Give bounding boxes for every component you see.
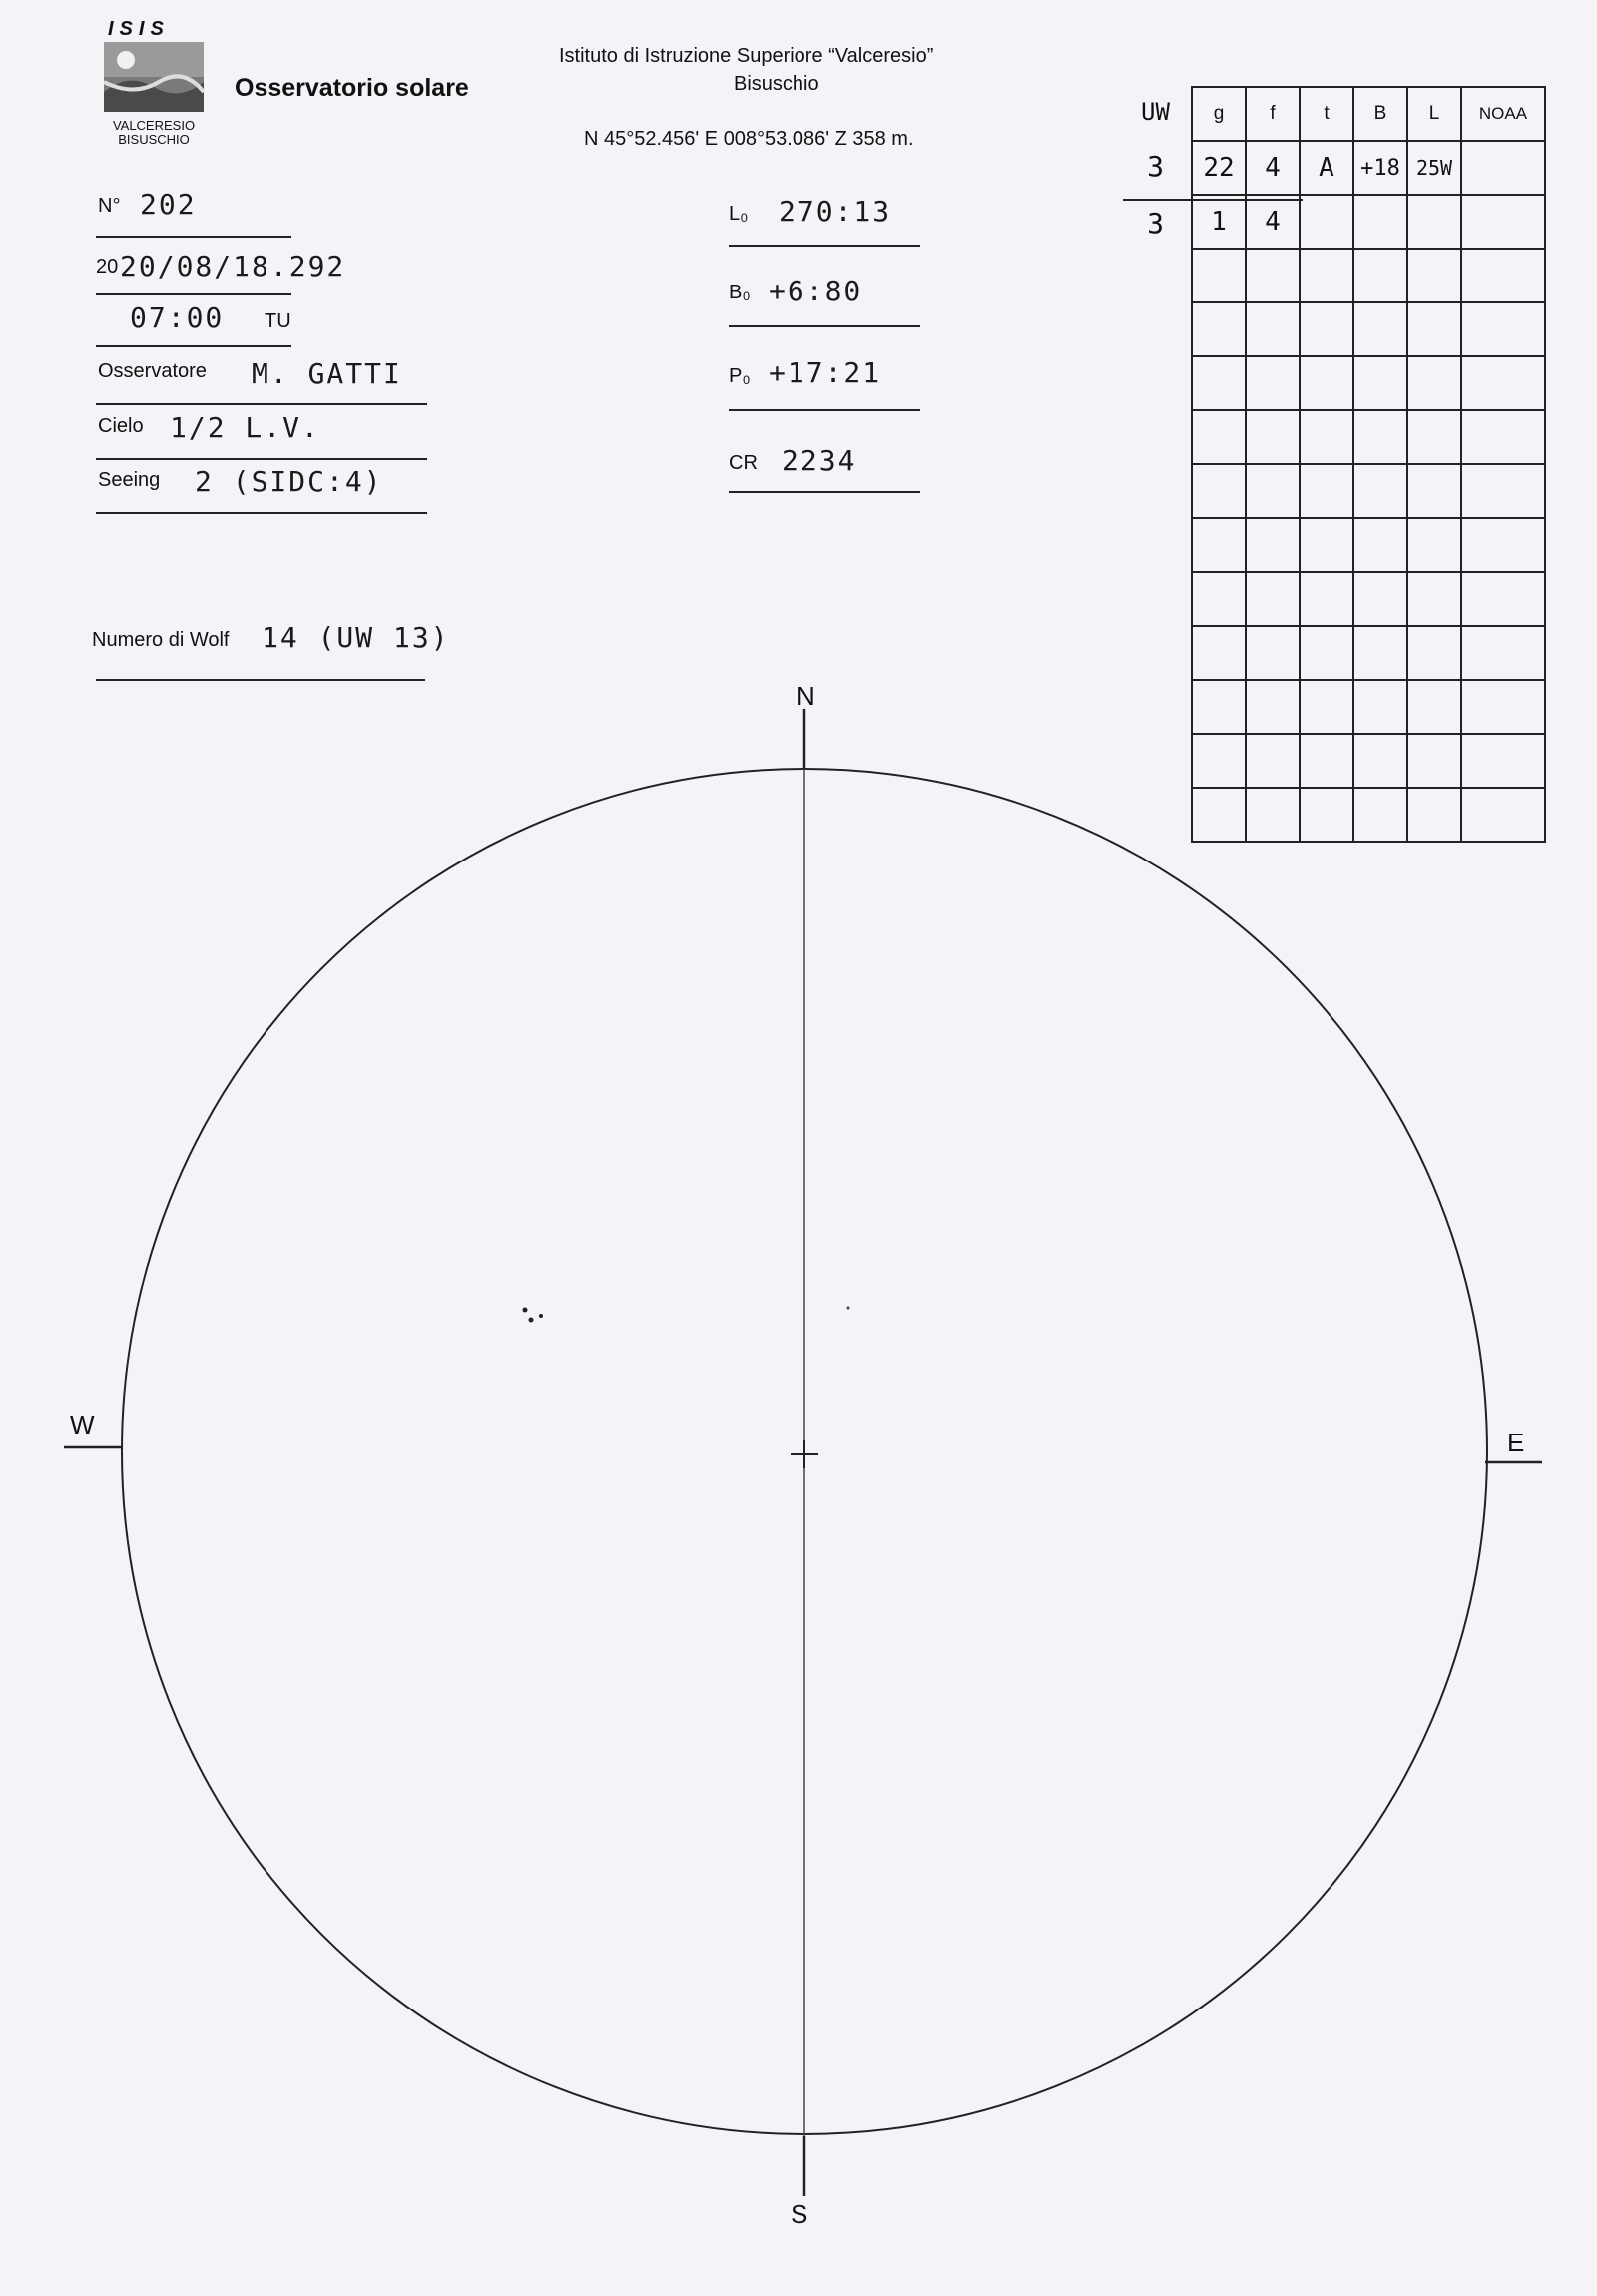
- carrington-rotation-label: CR: [729, 452, 758, 474]
- p0-value: +17:21: [769, 356, 882, 389]
- seeing-label: Seeing: [98, 469, 161, 491]
- sky-label: Cielo: [98, 415, 144, 437]
- sunspot: [847, 1307, 850, 1310]
- column-header-l: L: [1407, 87, 1461, 141]
- observatory-coordinates: N 45°52.456' E 008°53.086' Z 358 m.: [584, 128, 914, 150]
- table-cell: +18: [1353, 141, 1407, 195]
- column-header-noaa: NOAA: [1461, 87, 1545, 141]
- column-header-g: g: [1192, 87, 1246, 141]
- date-prefix: 20: [96, 256, 119, 278]
- uw-row-value: 3: [1147, 150, 1164, 183]
- column-header-b: B: [1353, 87, 1407, 141]
- table-cell: 1: [1192, 195, 1246, 249]
- east-label: E: [1507, 1428, 1525, 1457]
- l0-label: L₀: [729, 203, 749, 225]
- wolf-number-label: Numero di Wolf: [92, 629, 230, 651]
- column-header-t: t: [1300, 87, 1353, 141]
- sunspot: [539, 1314, 543, 1318]
- south-label: S: [791, 2199, 808, 2229]
- logo-caption: BISUSCHIO: [118, 132, 190, 147]
- number-value: 202: [140, 188, 197, 221]
- west-label: W: [70, 1410, 95, 1439]
- logo-wordmark: ISIS: [108, 18, 170, 40]
- table-cell: A: [1300, 141, 1353, 195]
- logo-caption: VALCERESIO: [112, 118, 196, 133]
- institute-town: Bisuschio: [734, 73, 819, 95]
- table-cell: 25W: [1407, 141, 1461, 195]
- date-value: 20/08/18.292: [120, 250, 346, 283]
- time-value: 07:00: [130, 301, 225, 334]
- sky-value: 1/2 L.V.: [170, 411, 320, 444]
- time-unit: TU: [265, 310, 291, 332]
- carrington-rotation-value: 2234: [782, 444, 857, 477]
- north-label: N: [797, 681, 815, 711]
- uw-header: UW: [1141, 98, 1170, 126]
- sunspot: [523, 1308, 528, 1313]
- page-title: Osservatorio solare: [235, 74, 469, 102]
- uw-row-value: 3: [1147, 207, 1164, 240]
- column-header-f: f: [1246, 87, 1300, 141]
- b0-value: +6:80: [769, 275, 863, 307]
- table-cell: 4: [1246, 141, 1300, 195]
- b0-label: B₀: [729, 282, 751, 303]
- seeing-value: 2 (SIDC:4): [195, 465, 383, 498]
- institute-name: Istituto di Istruzione Superiore “Valceresio”: [559, 45, 934, 67]
- wolf-number-value: 14 (UW 13): [262, 621, 450, 654]
- sunspot: [529, 1318, 534, 1323]
- number-label: N°: [98, 195, 121, 217]
- l0-value: 270:13: [779, 195, 892, 228]
- table-cell: 22: [1192, 141, 1246, 195]
- table-cell: 4: [1246, 195, 1300, 249]
- observer-label: Osservatore: [98, 360, 207, 382]
- p0-label: P₀: [729, 365, 751, 387]
- observer-value: M. GATTI: [252, 357, 402, 390]
